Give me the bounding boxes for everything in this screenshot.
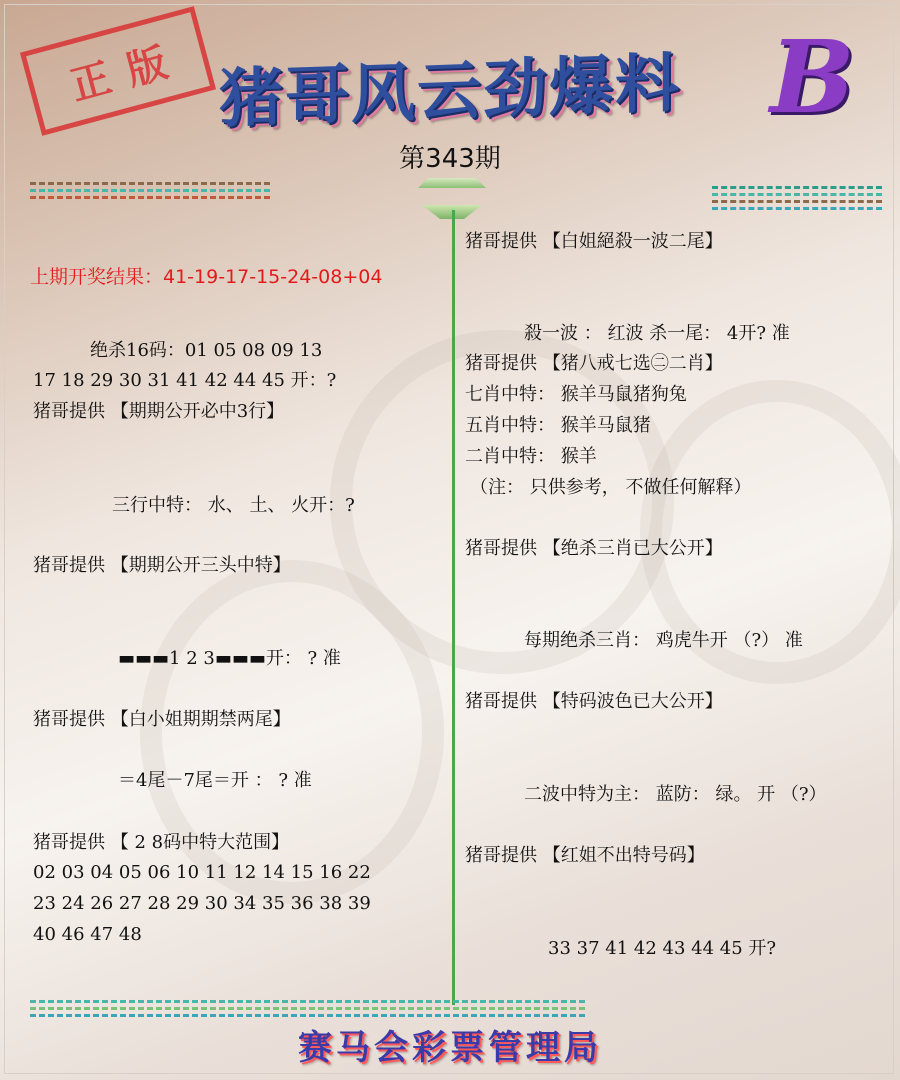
section-title: 猪哥提供 【猪八戒七选㊁二肖】 [465,353,723,374]
number-row: 40 46 47 48 [33,924,142,945]
issue-number: 第343期 [399,144,501,174]
divider-top-ornament [418,178,486,188]
kill16-line1: 绝杀16码：01 05 08 09 13 [90,340,323,361]
stamp-char: 正 [65,54,117,110]
section-result: ▬▬▬1 2 3▬▬▬开： ? 准 [118,648,341,669]
stamp-char: 版 [121,39,173,95]
column-divider [452,210,455,1005]
page-title: 猪哥风云劲爆料 [219,46,681,138]
footer-issuer: 赛马会彩票管理局 [298,1028,602,1068]
edition-letter: B [770,18,855,136]
section-result: 33 37 41 42 43 44 45 开? [548,938,777,959]
section-result: 每期绝杀三肖： 鸡虎牛开 （?） 准 [524,630,803,651]
decorative-lines-right [712,186,882,214]
section-title: 猪哥提供 【红姐不出特号码】 [465,845,705,866]
decorative-lines-left [30,182,270,203]
last-draw-result: 上期开奖结果：41-19-17-15-24-08+04 [30,266,383,288]
disclaimer-note: （注： 只供参考， 不做任何解释） [470,477,752,498]
section-title: 猪哥提供 【白姐絕殺一波二尾】 [465,231,723,252]
section-result: 三行中特： 水、 土、 火开：? [112,495,355,516]
number-row: 02 03 04 05 06 10 11 12 14 15 16 22 [33,862,371,883]
section-title: 猪哥提供 【期期公开三头中特】 [33,555,291,576]
section-result: 二波中特为主： 蓝防： 绿。 开 （?） [524,784,827,805]
section-title: 猪哥提供 【 2 8码中特大范围】 [33,832,290,853]
number-row: 23 24 26 27 28 29 30 34 35 36 38 39 [33,893,371,914]
section-title: 猪哥提供 【白小姐期期禁两尾】 [33,709,291,730]
section-result: 殺一波 ： 红波 杀一尾： 4开? 准 [524,323,790,344]
section-title: 猪哥提供 【绝杀三肖已大公开】 [465,538,723,559]
section-result: ＝4尾－7尾＝开 ： ? 准 [118,770,312,791]
section-title: 猪哥提供 【特码波色已大公开】 [465,691,723,712]
kill16-line2: 17 18 29 30 31 41 42 44 45 开：? [33,370,337,391]
decorative-lines-bottom [30,1000,585,1021]
five-zodiac-line: 五肖中特： 猴羊马鼠猪 [465,415,651,436]
section-title: 猪哥提供 【期期公开必中3行】 [33,401,285,422]
two-zodiac-line: 二肖中特： 猴羊 [465,446,597,467]
seven-zodiac-line: 七肖中特： 猴羊马鼠猪狗兔 [465,384,687,405]
